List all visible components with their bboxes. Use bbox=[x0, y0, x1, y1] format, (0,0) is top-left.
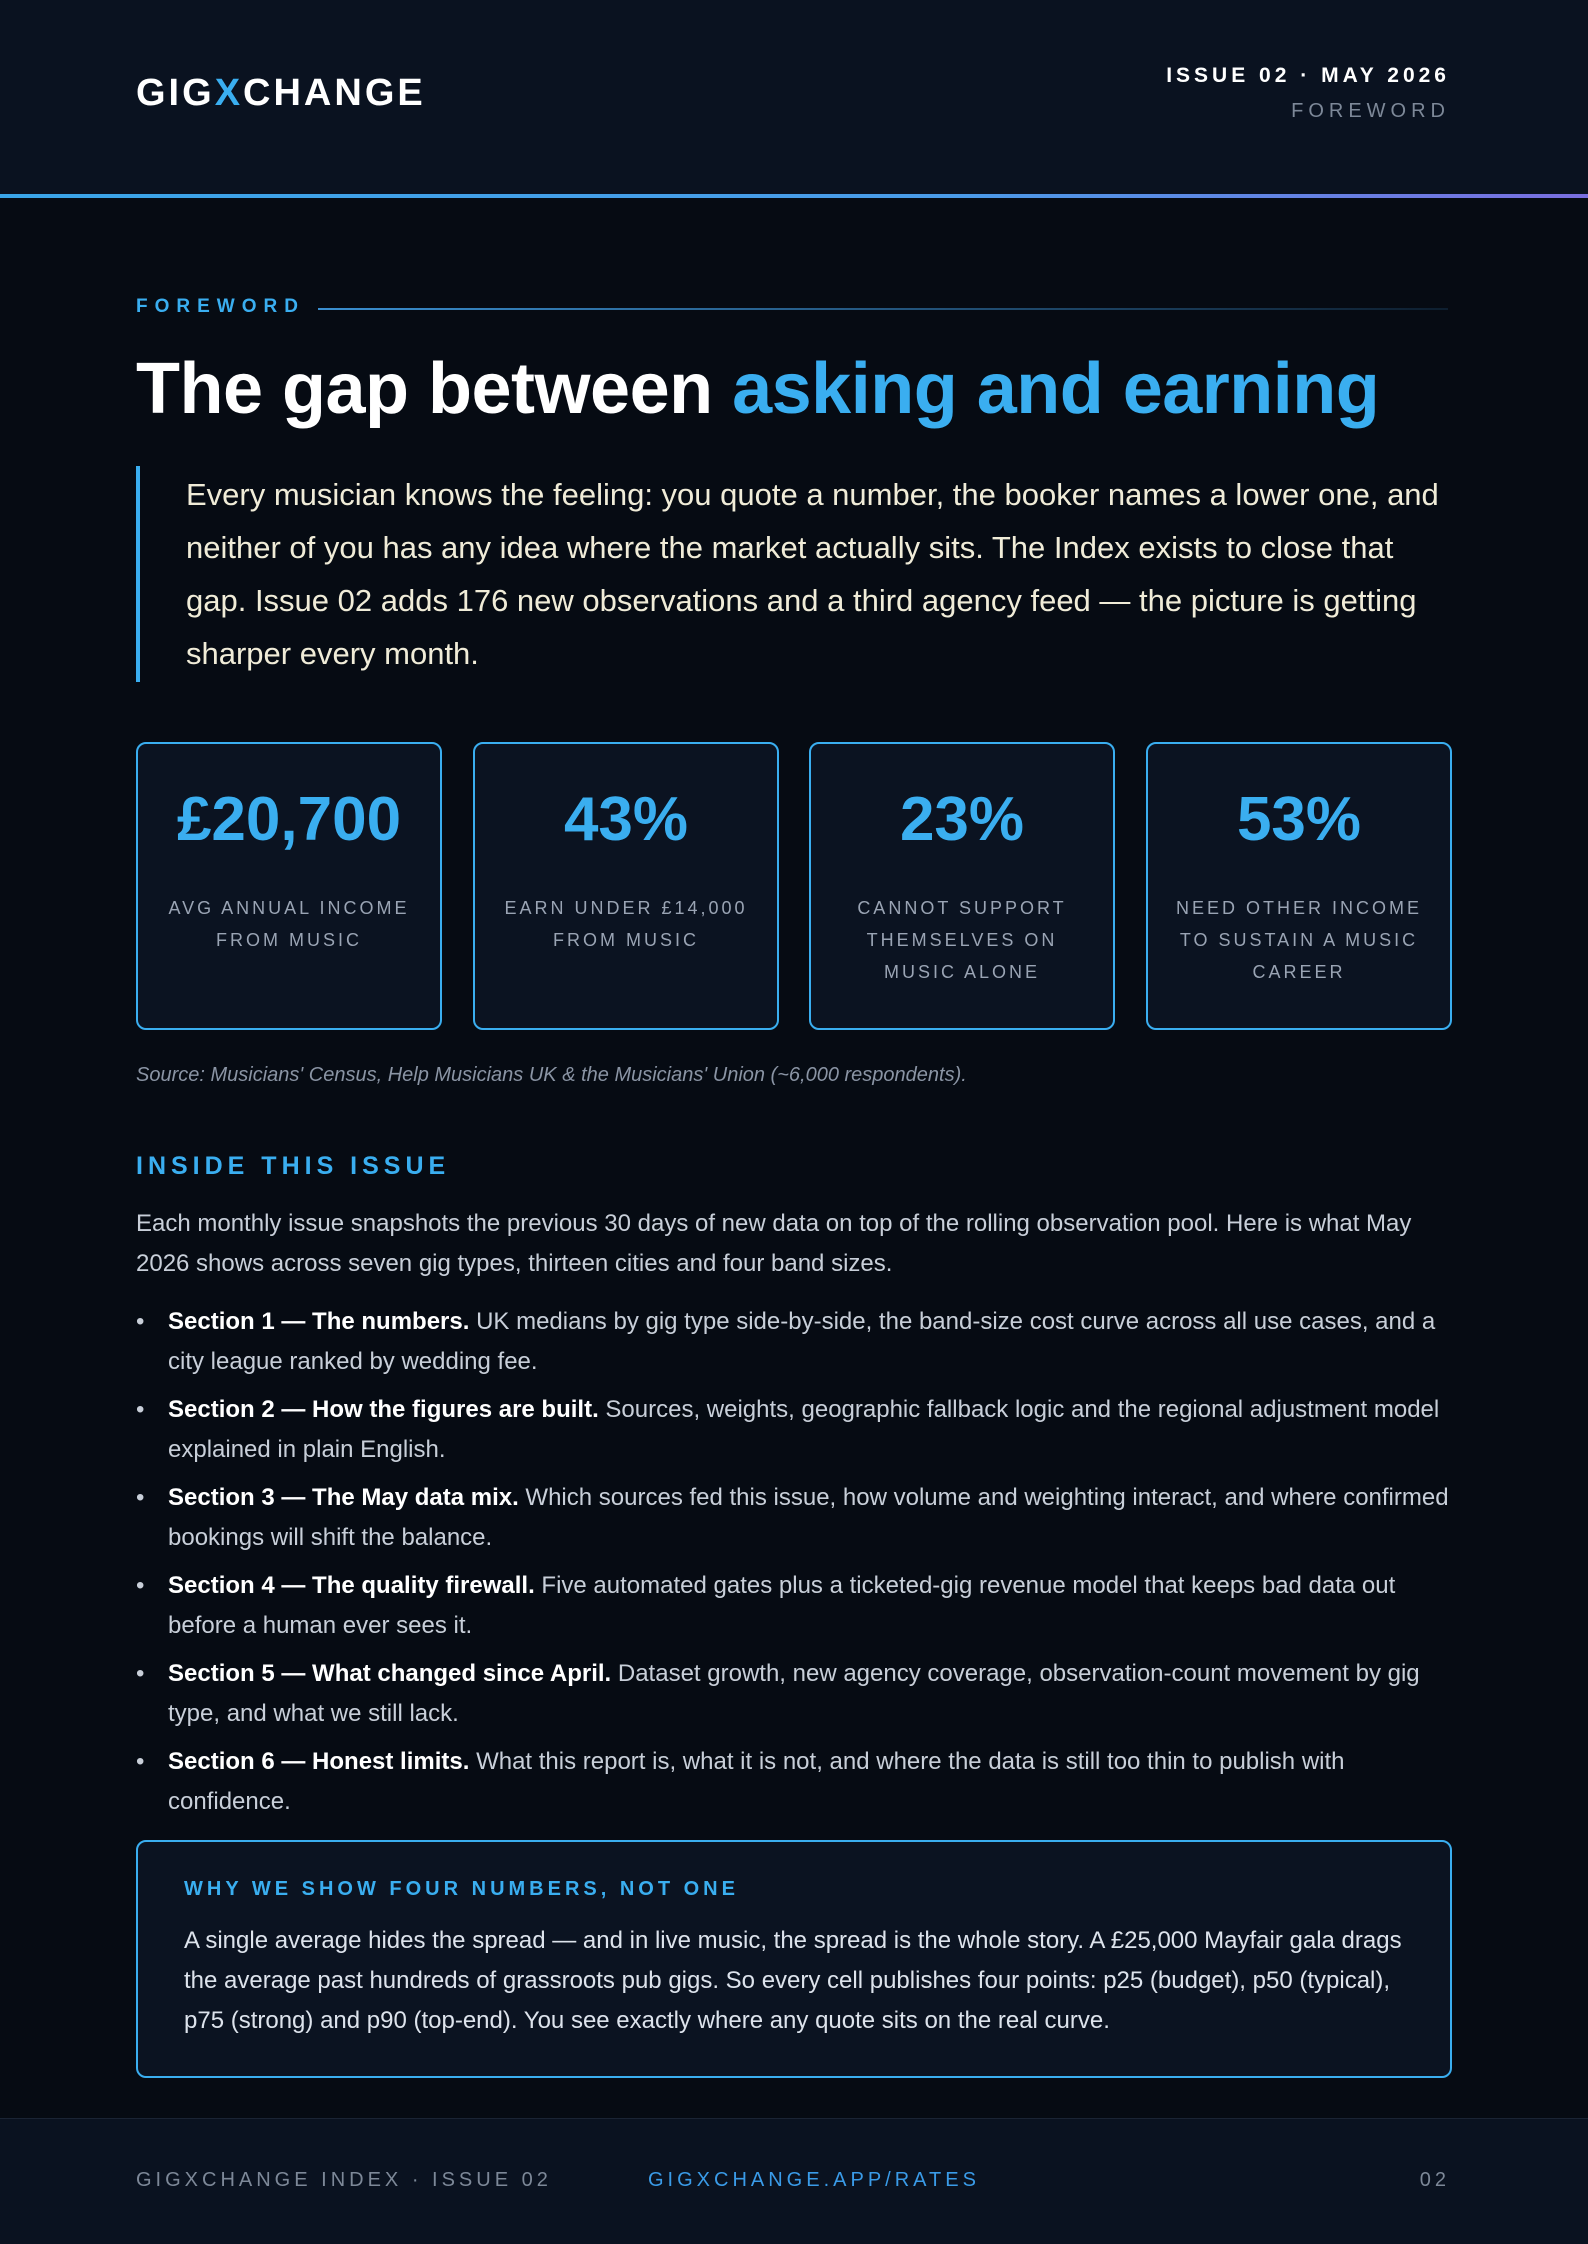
list-item bbox=[136, 1654, 1452, 1734]
stat-card-cannot-support bbox=[809, 742, 1115, 1030]
foreword-kicker: FOREWORD bbox=[136, 296, 305, 317]
logo-text-pre: GIG bbox=[136, 72, 215, 114]
stat-card-avg-income bbox=[136, 742, 442, 1030]
stat-label: EARN UNDER £14,000 FROM MUSIC bbox=[504, 898, 748, 950]
list-item bbox=[136, 1742, 1452, 1822]
item-lead: Section 4 — The quality firewall. bbox=[168, 1572, 535, 1599]
item-text: Five automated gates plus a ticketed-gig revenue model that keeps bad data out before a human ever sees it. bbox=[168, 1572, 1396, 1639]
logo-text-x: X bbox=[214, 72, 244, 114]
footer-link[interactable]: GIGXCHANGE.APP/RATES bbox=[648, 2169, 980, 2191]
list-item bbox=[136, 1302, 1452, 1382]
stat-label: AVG ANNUAL INCOME FROM MUSIC bbox=[168, 898, 410, 950]
item-text: Which sources fed this issue, how volume and weighting interact, and where confirmed bookings will shift the balance. bbox=[168, 1484, 1449, 1551]
headline-plain: The gap between bbox=[136, 349, 733, 429]
stat-label: NEED OTHER INCOME TO SUSTAIN A MUSIC CAREER bbox=[1175, 898, 1422, 982]
bullet-icon: • bbox=[136, 1484, 145, 1511]
item-lead: Section 5 — What changed since April. bbox=[168, 1660, 612, 1687]
stat-card-other-income bbox=[1146, 742, 1452, 1030]
stat-card-earn-under bbox=[473, 742, 779, 1030]
section-list bbox=[136, 1302, 1452, 1830]
header-divider bbox=[0, 194, 1588, 198]
stat-cards bbox=[136, 742, 1452, 1030]
foreword-lede: Every musician knows the feeling: you quote a number, the booker names a lower one, and neither of you has any idea where the market actually sits. The Index exists to close that gap. Issue 02 adds 176 new observations and a third agency feed — the picture is getting sharper every month. bbox=[136, 466, 1452, 682]
headline-accent: asking and earning bbox=[732, 349, 1380, 429]
stat-value: 43% bbox=[563, 785, 689, 854]
stat-value: 53% bbox=[1236, 785, 1362, 854]
kicker-divider bbox=[318, 308, 1448, 310]
bullet-icon: • bbox=[136, 1748, 145, 1775]
callout-box bbox=[136, 1840, 1452, 2078]
callout-body: A single average hides the spread — and in live music, the spread is the whole story. A £25,000 Mayfair gala drags the average past hundreds of grassroots pub gigs. So every cell publishes four points: p25 (budget), p50 (typical), p75 (strong) and p90 (top-end). You see exactly where any quote sits on the real curve. bbox=[184, 1927, 1402, 2034]
inside-issue-title: INSIDE THIS ISSUE bbox=[136, 1152, 451, 1180]
bullet-icon: • bbox=[136, 1308, 145, 1335]
item-text: UK medians by gig type side-by-side, the band-size cost curve across all use cases, and a city league ranked by wedding fee. bbox=[168, 1308, 1436, 1375]
page-number: 02 bbox=[1419, 2169, 1450, 2191]
brand-logo bbox=[136, 72, 426, 115]
page-footer bbox=[0, 2118, 1588, 2244]
item-lead: Section 2 — How the figures are built. bbox=[168, 1396, 599, 1423]
item-text: Sources, weights, geographic fallback logic and the regional adjustment model explained in plain English. bbox=[168, 1396, 1440, 1463]
bullet-icon: • bbox=[136, 1572, 145, 1599]
page-title bbox=[136, 348, 1379, 430]
item-text: Dataset growth, new agency coverage, observation-count movement by gig type, and what we still lack. bbox=[168, 1660, 1420, 1727]
bullet-icon: • bbox=[136, 1396, 145, 1423]
logo-text-post: CHANGE bbox=[243, 72, 426, 114]
stats-source-note: Source: Musicians' Census, Help Musicians UK & the Musicians' Union (~6,000 respondents). bbox=[136, 1064, 967, 1086]
stat-label: CANNOT SUPPORT THEMSELVES ON MUSIC ALONE bbox=[857, 898, 1067, 982]
item-lead: Section 3 — The May data mix. bbox=[168, 1484, 519, 1511]
bullet-icon: • bbox=[136, 1660, 145, 1687]
item-lead: Section 6 — Honest limits. bbox=[168, 1748, 470, 1775]
list-item bbox=[136, 1478, 1452, 1558]
callout-title: WHY WE SHOW FOUR NUMBERS, NOT ONE bbox=[184, 1878, 739, 1900]
list-item bbox=[136, 1566, 1452, 1646]
header-section-label: FOREWORD bbox=[1291, 100, 1450, 122]
inside-issue-intro: Each monthly issue snapshots the previous 30 days of new data on top of the rolling observation pool. Here is what May 2026 shows across seven gig types, thirteen cities and four band sizes. bbox=[136, 1210, 1412, 1277]
foreword-kicker-row bbox=[136, 296, 1452, 320]
footer-publication: GIGXCHANGE INDEX · ISSUE 02 bbox=[136, 2169, 552, 2191]
list-item bbox=[136, 1390, 1452, 1470]
issue-date: ISSUE 02 · MAY 2026 bbox=[1166, 64, 1450, 87]
stat-value: 23% bbox=[899, 785, 1025, 854]
page-header bbox=[0, 0, 1588, 196]
stat-value: £20,700 bbox=[176, 785, 402, 854]
item-text: What this report is, what it is not, and where the data is still too thin to publish with confidence. bbox=[168, 1748, 1345, 1815]
item-lead: Section 1 — The numbers. bbox=[168, 1308, 470, 1335]
